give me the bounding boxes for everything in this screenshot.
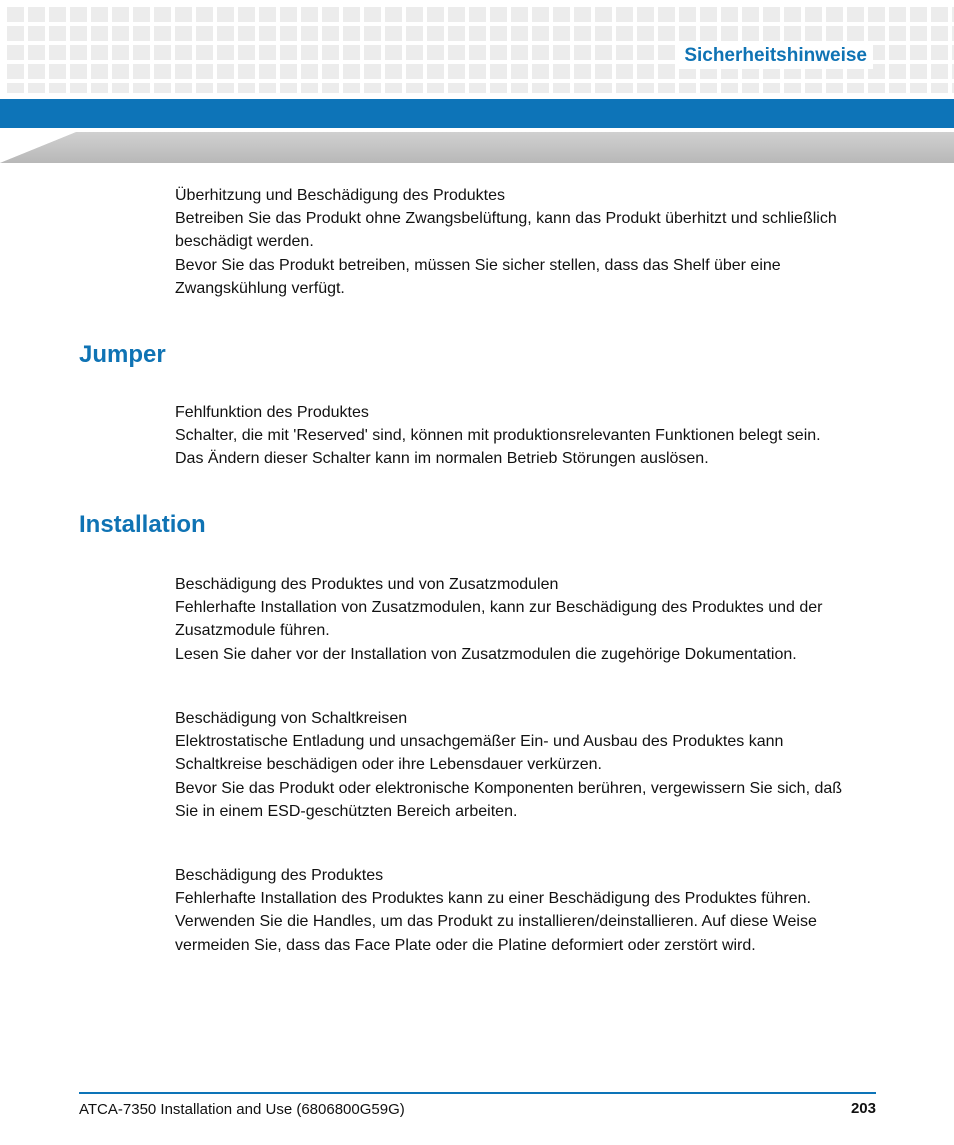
notice-line: vermeiden Sie, dass das Face Plate oder die Platine deformiert oder zerstört wird. [175,936,756,954]
notice-title: Beschädigung von Schaltkreisen [175,710,408,727]
notice-line: Bevor Sie das Produkt oder elektronische Komponenten berühren, vergewissern Sie sich, daß [175,779,843,797]
notice-overheating [175,184,885,300]
notice-line: Schaltkreise beschädigen oder ihre Lebensdauer verkürzen. [175,756,602,774]
notice-title: Fehlfunktion des Produktes [175,404,369,421]
notice-title: Beschädigung des Produktes und von Zusatzmodulen [175,576,559,593]
notice-line: Fehlerhafte Installation von Zusatzmodulen, kann zur Beschädigung des Produktes und der [175,599,823,617]
notice-malfunction [175,401,885,471]
header-gray-band [0,132,954,163]
notice-line: Lesen Sie daher vor der Installation von Zusatzmodulen die zugehörige Dokumentation. [175,645,797,663]
notice-line: Betreiben Sie das Produkt ohne Zwangsbelüftung, kann das Produkt überhitzt und schließlich [175,210,837,228]
notice-line: Das Ändern dieser Schalter kann im normalen Betrieb Störungen auslösen. [175,450,709,468]
heading-jumper: Jumper [79,341,166,368]
notice-product-damage [175,864,885,957]
notice-line: beschädigt werden. [175,233,314,251]
notice-module-damage [175,573,885,666]
notice-line: Fehlerhafte Installation des Produktes kann zu einer Beschädigung des Produktes führen. [175,890,811,908]
footer-rule [79,1092,876,1094]
notice-line: Bevor Sie das Produkt betreiben, müssen Sie sicher stellen, dass das Shelf über eine [175,256,781,274]
notice-line: Elektrostatische Entladung und unsachgemäßer Ein- und Ausbau des Produktes kann [175,733,784,751]
notice-line: Zwangskühlung verfügt. [175,279,345,297]
notice-title: Beschädigung des Produktes [175,867,384,884]
section-title: Sicherheitshinweise [678,43,873,69]
header-blue-band [0,99,954,128]
notice-circuit-damage [175,707,885,823]
notice-title: Überhitzung und Beschädigung des Produktes [175,187,505,204]
footer-page-number: 203 [850,1100,876,1117]
heading-installation: Installation [79,511,206,538]
notice-line: Schalter, die mit 'Reserved' sind, können mit produktionsrelevanten Funktionen belegt sein. [175,427,821,445]
notice-line: Sie in einem ESD-geschützten Bereich arbeiten. [175,802,518,820]
notice-line: Zusatzmodule führen. [175,622,330,640]
notice-line: Verwenden Sie die Handles, um das Produkt zu installieren/deinstallieren. Auf diese Weise [175,913,817,931]
footer-doc-title: ATCA-7350 Installation and Use (6806800G59G) [79,1101,405,1118]
